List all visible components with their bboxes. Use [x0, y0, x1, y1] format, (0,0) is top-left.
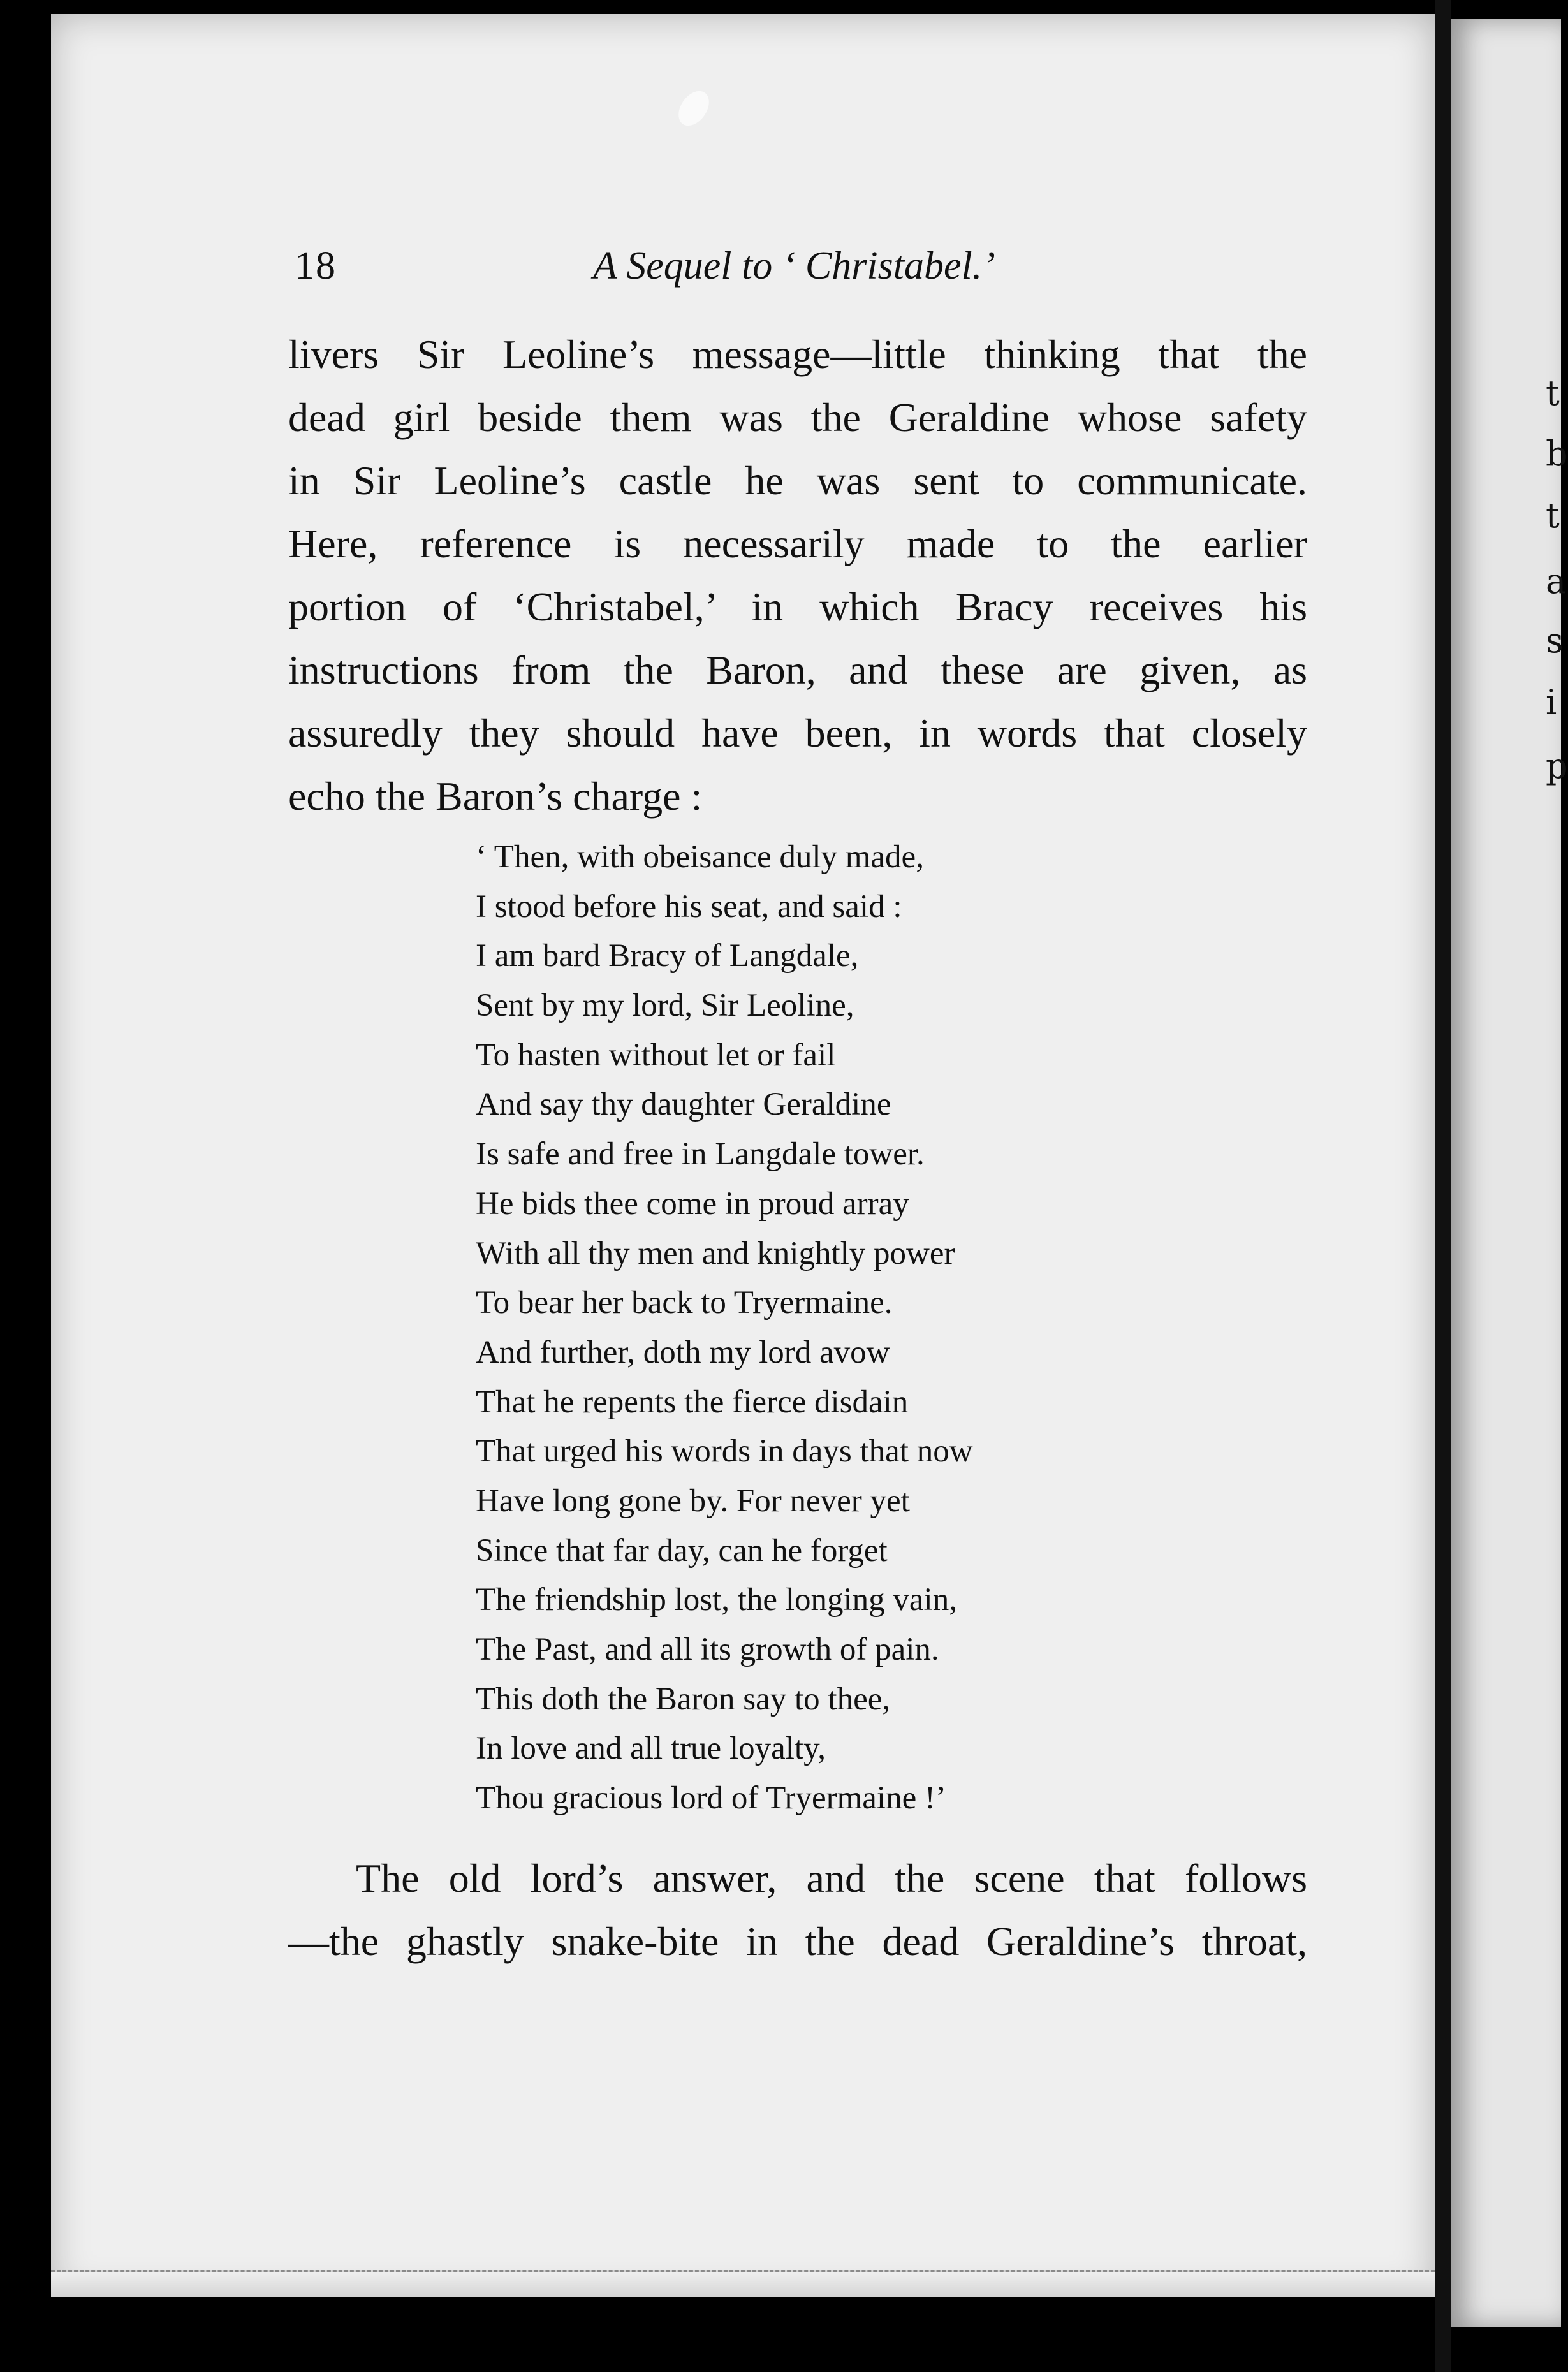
- right-page-letter: i: [1546, 682, 1557, 722]
- right-page-letter: t: [1546, 495, 1560, 536]
- prose-line: assuredly they should have been, in words that closely: [288, 710, 1307, 756]
- verse-line: To bear her back to Tryermaine.: [476, 1285, 893, 1321]
- verse-line: I am bard Bracy of Langdale,: [476, 938, 859, 974]
- right-page-letter: p: [1546, 746, 1568, 786]
- verse-line: The Past, and all its growth of pain.: [476, 1632, 939, 1667]
- verse-line: With all thy men and knightly power: [476, 1235, 955, 1271]
- prose-paragraph: [288, 323, 1307, 828]
- right-page-letter: s: [1546, 620, 1564, 661]
- prose-line: portion of ‘Christabel,’ in which Bracy receives his: [288, 584, 1307, 629]
- verse-line: Is safe and free in Langdale tower.: [476, 1136, 925, 1173]
- prose-line: The old lord’s answer, and the scene that follows: [356, 1856, 1307, 1901]
- page-bottom-edge: [51, 2270, 1435, 2297]
- prose-line: livers Sir Leoline’s message—little thinking that the: [288, 332, 1307, 377]
- verse-line: He bids thee come in proud array: [476, 1185, 909, 1222]
- verse-line: This doth the Baron say to thee,: [476, 1681, 891, 1717]
- right-page-letter: a: [1546, 561, 1567, 601]
- prose-line: in Sir Leoline’s castle he was sent to communicate.: [288, 458, 1307, 503]
- verse-line: To hasten without let or fail: [476, 1037, 836, 1073]
- verse-line: I stood before his seat, and said :: [476, 888, 902, 925]
- prose-line: Here, reference is necessarily made to the earlier: [288, 521, 1307, 566]
- verse-line: Thou gracious lord of Tryermaine !’: [476, 1780, 946, 1817]
- verse-line: That urged his words in days that now: [476, 1433, 973, 1470]
- prose-paragraph: [288, 1847, 1307, 1973]
- verse-quotation: [476, 833, 1113, 1824]
- right-page-letter: t: [1546, 373, 1560, 413]
- verse-line: Sent by my lord, Sir Leoline,: [476, 988, 854, 1024]
- verse-line: ‘ Then, with obeisance duly made,: [476, 839, 924, 875]
- right-page-letter: b: [1546, 434, 1568, 474]
- verse-line: Since that far day, can he forget: [476, 1532, 888, 1569]
- prose-line: dead girl beside them was the Geraldine whose safety: [288, 395, 1307, 440]
- verse-line: In love and all true loyalty,: [476, 1731, 826, 1767]
- prose-line: instructions from the Baron, and these are given, as: [288, 647, 1307, 692]
- verse-line: Have long gone by. For never yet: [476, 1483, 910, 1519]
- prose-line: echo the Baron’s charge :: [288, 773, 703, 819]
- page-number: 18: [295, 244, 337, 288]
- running-title: A Sequel to ‘ Christabel.’: [593, 244, 995, 288]
- right-page-edge: [1451, 19, 1568, 2327]
- verse-line: And further, doth my lord avow: [476, 1334, 890, 1370]
- prose-line: —the ghastly snake-bite in the dead Geraldine’s throat,: [288, 1919, 1307, 1964]
- verse-line: That he repents the fierce disdain: [476, 1384, 909, 1420]
- book-gutter: [1435, 0, 1451, 2372]
- verse-line: The friendship lost, the longing vain,: [476, 1582, 957, 1618]
- verse-line: And say thy daughter Geraldine: [476, 1087, 891, 1123]
